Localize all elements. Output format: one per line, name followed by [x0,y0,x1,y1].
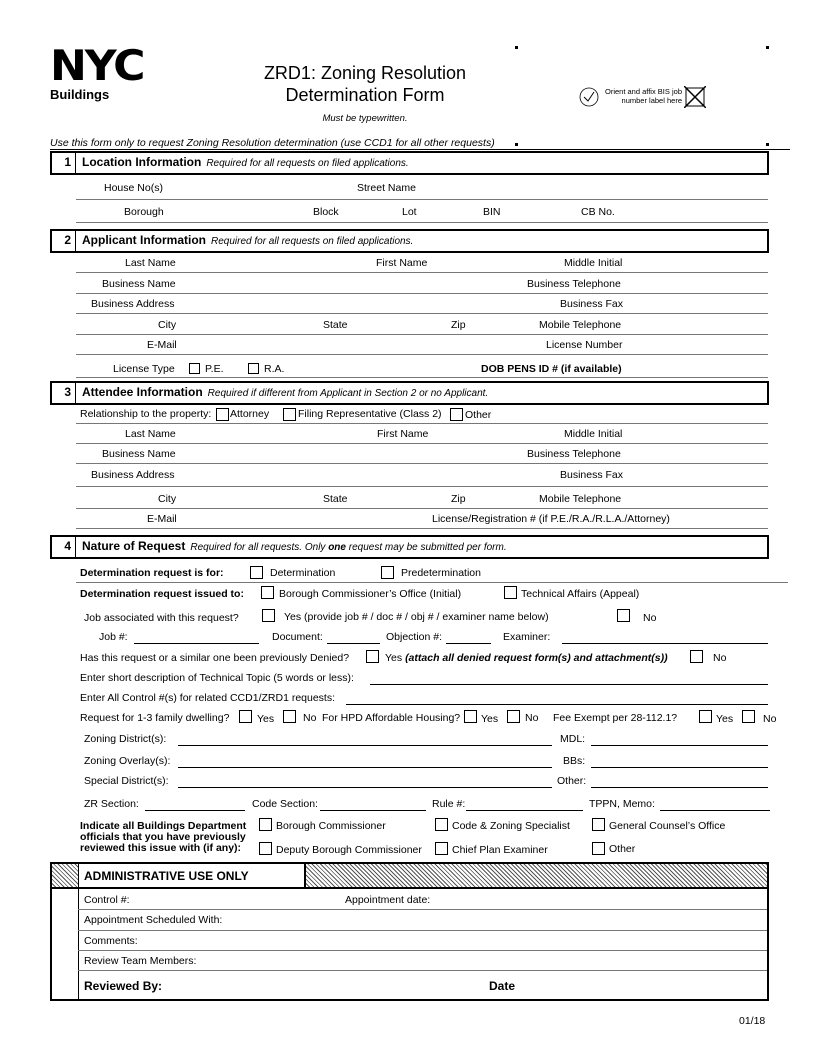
denied-no-checkbox[interactable] [690,650,703,663]
block-label: Block [313,206,339,218]
examiner-label: Examiner: [503,631,551,643]
house-label: House No(s) [104,182,163,194]
first-name-label: First Name [376,257,428,269]
registration-mark [766,143,769,146]
general-counsel-label: General Counsel’s Office [609,820,726,832]
admin-title: ADMINISTRATIVE USE ONLY [84,869,249,883]
section-4-header [50,535,769,559]
crossed-box-icon [684,86,706,108]
bbs-field[interactable] [591,767,768,768]
last-name-label: Last Name [125,257,176,269]
officials-reviewed-label: Indicate all Buildings Department officials that you have previously reviewed this issue with (if any): [80,820,247,854]
other-relationship-label: Other [465,409,492,421]
denied-no-label: No [713,652,727,664]
document-field[interactable] [327,643,380,644]
business-telephone-label: Business Telephone [527,448,621,460]
code-section-label: Code Section: [252,798,318,810]
section-1-header [50,151,769,175]
control-numbers-field[interactable] [346,704,768,705]
other-official-checkbox[interactable] [592,842,605,855]
family-yes-label: Yes [257,713,275,725]
pe-checkbox[interactable] [189,363,200,374]
section-title: Attendee Information Required if different from Applicant in Section 2 or no Applicant. [82,385,489,399]
ra-label: R.A. [264,363,285,375]
ra-checkbox[interactable] [248,363,259,374]
deputy-commissioner-label: Deputy Borough Commissioner [276,844,422,856]
rule-label: Rule #: [432,798,466,810]
hatch-left [52,864,79,887]
nyc-logo-text: NYC [50,41,144,90]
chief-plan-examiner-label: Chief Plan Examiner [452,844,548,856]
hpd-housing-label: For HPD Affordable Housing? [322,712,461,724]
form-title [240,62,490,106]
section-title: Location Information Required for all requests on filed applications. [82,155,409,169]
code-zoning-specialist-checkbox[interactable] [435,818,448,831]
section-number: 4 [52,537,76,557]
technical-affairs-label: Technical Affairs (Appeal) [521,588,640,600]
business-fax-label: Business Fax [560,298,624,310]
city-label: City [158,319,177,331]
license-type-label: License Type [113,363,175,375]
job-no-label: No [643,612,657,624]
registration-mark [515,143,518,146]
business-address-label: Business Address [91,469,175,481]
job-number-field[interactable] [134,643,259,644]
first-name-label: First Name [377,428,429,440]
city-label: City [158,493,177,505]
borough-commissioner-office-checkbox[interactable] [261,586,274,599]
job-associated-label: Job associated with this request? [84,612,239,624]
nyc-logo [50,41,144,102]
admin-title-box [78,864,306,887]
date-label: Date [489,979,516,993]
filing-rep-checkbox[interactable] [283,408,296,421]
subtitle: Must be typewritten. [322,113,408,124]
determination-for-label: Determination request is for: [80,567,224,579]
denied-yes-checkbox[interactable] [366,650,379,663]
middle-initial-label: Middle Initial [564,428,623,440]
buildings-text: Buildings [50,87,110,102]
control-numbers-label: Enter All Control #(s) for related CCD1/ZRD1 requests: [80,692,336,704]
section-3-header [50,381,769,405]
code-section-field[interactable] [320,810,426,811]
license-number-label: License Number [546,339,623,351]
technical-topic-label: Enter short description of Technical Topic (5 words or less): [80,672,354,684]
denied-yes-label: Yes (attach all denied request form(s) and attachment(s)) [385,652,668,664]
email-label: E-Mail [147,339,177,351]
family-no-checkbox[interactable] [283,710,296,723]
general-counsel-checkbox[interactable] [592,818,605,831]
zr-section-label: ZR Section: [84,798,139,810]
fee-no-label: No [763,713,777,725]
mobile-telephone-label: Mobile Telephone [539,493,622,505]
zoning-overlay-field[interactable] [178,767,552,768]
family-yes-checkbox[interactable] [239,710,252,723]
special-district-label: Special District(s): [84,775,169,787]
previously-denied-label: Has this request or a similar one been previously Denied? [80,652,350,664]
section-number: 3 [52,383,76,403]
chief-plan-examiner-checkbox[interactable] [435,842,448,855]
zr-section-field[interactable] [145,810,245,811]
technical-topic-field[interactable] [370,684,768,685]
business-telephone-label: Business Telephone [527,278,621,290]
attorney-checkbox[interactable] [216,408,229,421]
section-number: 2 [52,231,76,251]
title-line-2: Determination Form [285,85,445,105]
deputy-commissioner-checkbox[interactable] [259,842,272,855]
zoning-overlay-label: Zoning Overlay(s): [84,755,171,767]
middle-initial-label: Middle Initial [564,257,623,269]
hpd-yes-checkbox[interactable] [464,710,477,723]
intro-text: Use this form only to request Zoning Resolution determination (use CCD1 for all other requests) [50,137,495,149]
borough-commissioner-office-label: Borough Commissioner’s Office (Initial) [279,588,462,600]
examiner-field[interactable] [562,643,768,644]
zip-label: Zip [451,319,466,331]
job-number-label: Job #: [99,631,128,643]
fee-exempt-label: Fee Exempt per 28-112.1? [553,712,678,724]
review-team-label: Review Team Members: [84,955,197,967]
other-district-field[interactable] [591,787,768,788]
business-name-label: Business Name [102,448,176,460]
business-fax-label: Business Fax [560,469,624,481]
mdl-label: MDL: [560,733,586,745]
last-name-label: Last Name [125,428,176,440]
section-title: Applicant Information Required for all requests on filed applications. [82,233,414,247]
tppn-memo-field[interactable] [660,810,770,811]
objection-label: Objection #: [386,631,443,643]
fee-yes-label: Yes [716,713,734,725]
determination-checkbox[interactable] [250,566,263,579]
zip-label: Zip [451,493,466,505]
section-number: 1 [52,153,76,173]
hpd-no-checkbox[interactable] [507,710,520,723]
relationship-label: Relationship to the property: [80,408,212,420]
label-note: Orient and affix BIS job number label here [605,87,682,105]
bin-label: BIN [483,206,501,218]
job-label-area [578,86,708,108]
borough-commissioner-checkbox[interactable] [259,818,272,831]
other-district-label: Other: [557,775,587,787]
hatch-right [306,864,767,887]
section-2-header [50,229,769,253]
email-label: E-Mail [147,513,177,525]
mobile-telephone-label: Mobile Telephone [539,319,622,331]
job-yes-label: Yes (provide job # / doc # / obj # / examiner name below) [284,611,549,623]
bbs-label: BBs: [563,755,586,767]
mdl-field[interactable] [591,745,768,746]
rule-field[interactable] [466,810,583,811]
appointment-date-label: Appointment date: [345,894,431,906]
zoning-district-label: Zoning District(s): [84,733,167,745]
checkmark-circle-icon [578,86,600,108]
lot-label: Lot [402,206,417,218]
determination-label: Determination [270,567,336,579]
special-district-field[interactable] [178,787,552,788]
predetermination-label: Predetermination [401,567,481,579]
technical-affairs-checkbox[interactable] [504,586,517,599]
filing-rep-label: Filing Representative (Class 2) [298,408,442,420]
other-relationship-checkbox[interactable] [450,408,463,421]
title-line-1: ZRD1: Zoning Resolution [263,63,467,83]
job-yes-checkbox[interactable] [262,609,275,622]
job-no-checkbox[interactable] [617,609,630,622]
tppn-memo-label: TPPN, Memo: [589,798,655,810]
business-name-label: Business Name [102,278,176,290]
hpd-no-label: No [525,712,539,724]
section-title: Nature of Request Required for all requests. Only one request may be submitted per form. [82,539,507,553]
state-label: State [323,319,348,331]
code-zoning-specialist-label: Code & Zoning Specialist [452,820,570,832]
comments-label: Comments: [84,935,138,947]
license-registration-label: License/Registration # (if P.E./R.A./R.L.A./Attorney) [432,513,670,525]
appointment-with-label: Appointment Scheduled With: [84,914,223,926]
borough-commissioner-label: Borough Commissioner [276,820,386,832]
predetermination-checkbox[interactable] [381,566,394,579]
admin-section [50,862,769,1001]
family-no-label: No [303,712,317,724]
other-official-label: Other [609,843,636,855]
state-label: State [323,493,348,505]
hpd-yes-label: Yes [481,713,499,725]
business-address-label: Business Address [91,298,175,310]
zoning-district-field[interactable] [178,745,552,746]
pe-label: P.E. [205,363,224,375]
family-dwelling-label: Request for 1-3 family dwelling? [80,712,230,724]
street-label: Street Name [357,182,416,194]
registration-mark [515,46,518,49]
registration-mark [766,46,769,49]
form-version: 01/18 [739,1015,766,1027]
attorney-label: Attorney [230,408,270,420]
dob-pens-label: DOB PENS ID # (if available) [481,363,622,375]
control-number-label: Control #: [84,894,130,906]
fee-yes-checkbox[interactable] [699,710,712,723]
cb-label: CB No. [581,206,615,218]
issued-to-label: Determination request issued to: [80,588,244,600]
reviewed-by-label: Reviewed By: [84,979,163,993]
objection-field[interactable] [446,643,491,644]
document-label: Document: [272,631,323,643]
borough-label: Borough [124,206,164,218]
fee-no-checkbox[interactable] [742,710,755,723]
